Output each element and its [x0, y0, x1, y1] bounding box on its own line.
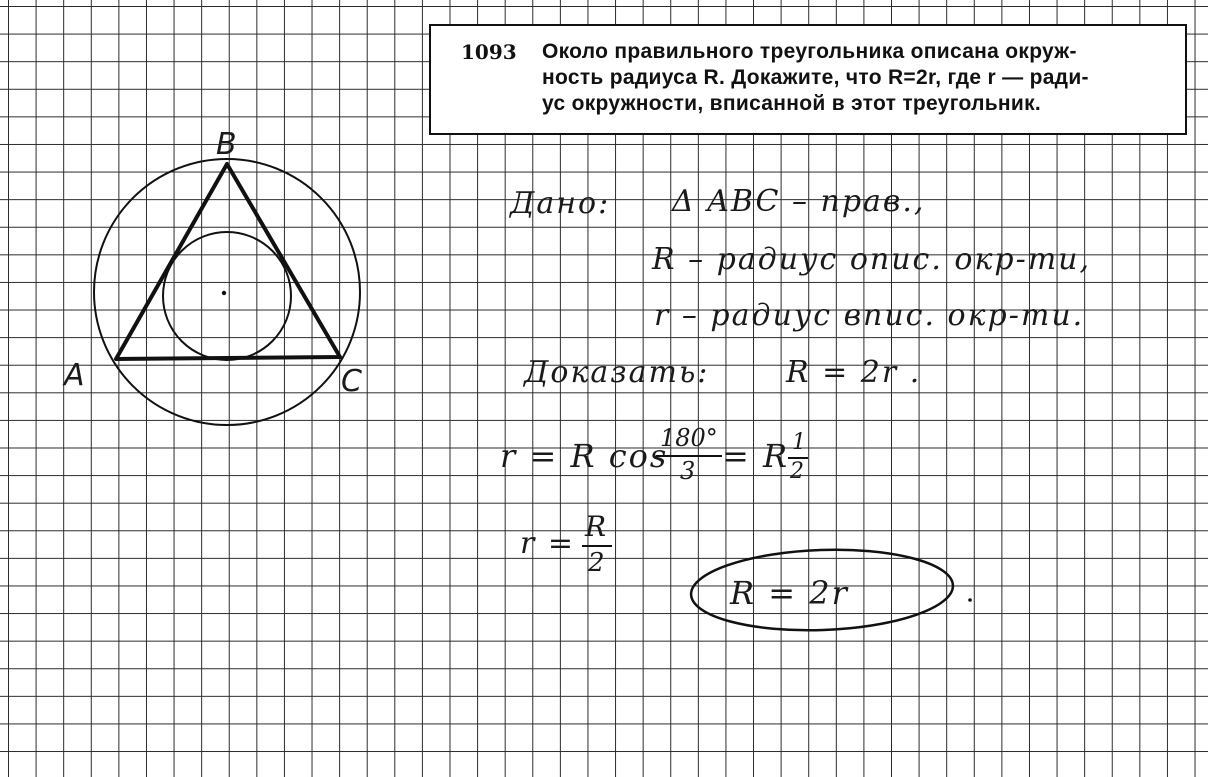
eq1-numerator: 180° [660, 424, 718, 452]
problem-text-line-1: Около правильного треугольника описана окруж- [542, 40, 1077, 63]
given-line-2: R – радиус опис. окр-ти, [652, 242, 1092, 277]
vertex-label-c: C [341, 364, 362, 399]
prove-statement: R = 2r . [786, 355, 922, 390]
eq1-middle: = R [722, 437, 790, 475]
eq1-left: r = R cos [500, 437, 669, 475]
vertex-label-b: B [216, 127, 237, 162]
eq2-denominator: 2 [588, 548, 605, 578]
eq1-denominator: 3 [680, 457, 696, 485]
answer-text: R = 2r [730, 574, 849, 612]
eq2-left: r = [520, 526, 576, 561]
end-dot [968, 598, 972, 602]
prove-label: Доказать: [524, 355, 710, 390]
circumscribed-circle [94, 159, 360, 425]
eq2-numerator: R [585, 510, 607, 543]
vertex-label-a: A [64, 358, 85, 393]
problem-text-line-3: ус окружности, вписанной в этот треугольник. [542, 92, 1042, 115]
triangle-abc [116, 164, 340, 359]
problem-number: 1093 [461, 40, 517, 64]
inscribed-circle [163, 232, 291, 360]
center-point [222, 291, 226, 295]
given-label: Дано: [510, 186, 611, 221]
problem-text-line-2: ность радиуса R. Докажите, что R=2r, где r — ради- [542, 66, 1089, 89]
given-line-3: r – радиус впис. окр-ти. [654, 298, 1085, 333]
eq1-half-denominator: 2 [790, 459, 804, 484]
given-line-1: Δ ABC – прав., [672, 184, 926, 219]
eq1-half-numerator: 1 [792, 430, 806, 455]
